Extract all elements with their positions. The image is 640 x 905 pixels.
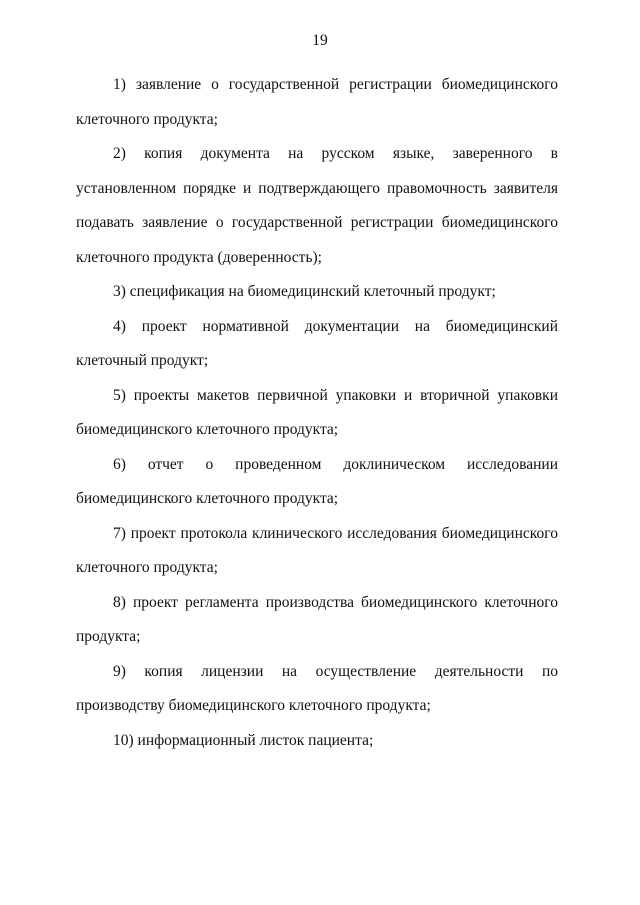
list-item-3: 3) спецификация на биомедицинский клеточный продукт; bbox=[113, 283, 496, 300]
list-item-9: 9) копия лицензии на осуществление деятельности по производству биомедицинского клеточного продукта; bbox=[76, 662, 558, 714]
list-item-10: 10) информационный листок пациента; bbox=[113, 731, 374, 749]
list-item-1: 1) заявление о государственной регистрации биомедицинского клеточного продукта; bbox=[76, 76, 558, 128]
list-item-4: 4) проект нормативной документации на биомедицинский клеточный продукт; bbox=[76, 317, 558, 369]
page-number: 19 bbox=[312, 32, 328, 49]
list-item-5: 5) проекты макетов первичной упаковки и вторичной упаковки биомедицинского клеточного продукта; bbox=[76, 386, 558, 438]
list-item-8: 8) проект регламента производства биомедицинского клеточного продукта; bbox=[76, 593, 558, 645]
list-item-2: 2) копия документа на русском языке, заверенного в установленном порядке и подтверждающего правомочность заявителя подавать заявление о государственной регистрации биомедицинского клеточного продукта (доверенность); bbox=[76, 145, 558, 266]
list-item-7: 7) проект протокола клинического исследования биомедицинского клеточного продукта; bbox=[76, 524, 558, 576]
requirements-list bbox=[76, 68, 558, 758]
list-item-6: 6) отчет о проведенном доклиническом исследовании биомедицинского клеточного продукта; bbox=[76, 455, 558, 507]
